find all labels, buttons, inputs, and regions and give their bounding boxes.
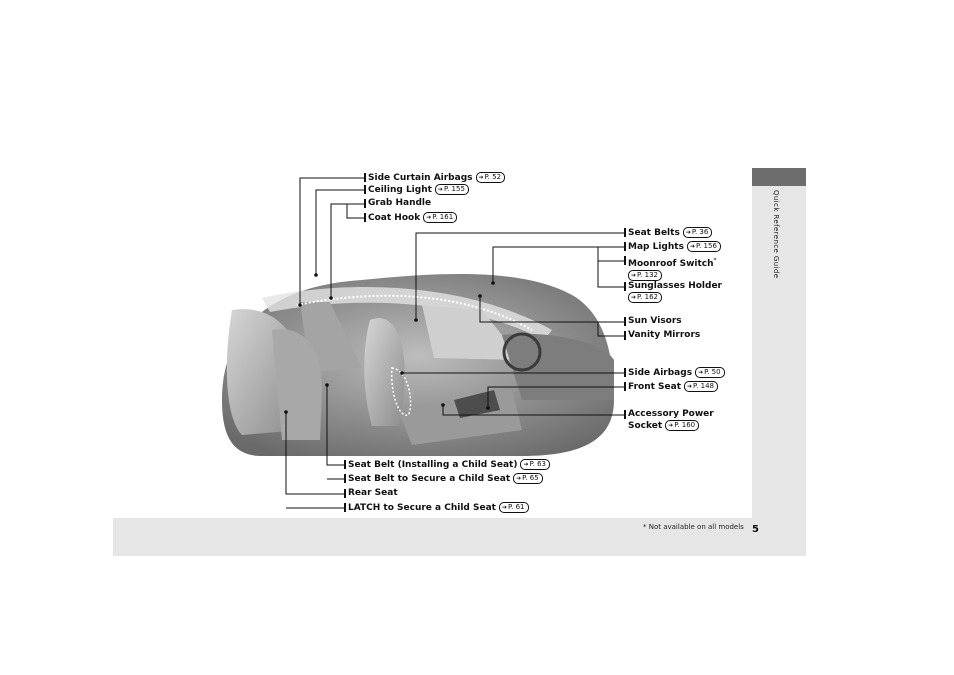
arrow-right-icon: ➔ [698,369,704,376]
arrow-right-icon: ➔ [685,229,691,236]
arrow-right-icon: ➔ [426,214,432,221]
page-ref-link[interactable]: ➔P. 52 [476,172,506,183]
callout-label: Side Airbags [628,368,693,378]
arrow-right-icon: ➔ [631,272,637,279]
callout-ceiling-light [364,184,469,196]
callout-accessory-power-socket [624,409,714,432]
callout-label: Seat Belt (Installing a Child Seat) [348,460,518,470]
arrow-right-icon: ➔ [516,475,522,482]
callout-label: Sunglasses Holder [628,281,722,291]
page-ref-link[interactable]: ➔P. 50 [695,367,725,378]
arrow-right-icon: ➔ [523,461,529,468]
callout-moonroof-switch [624,255,717,282]
page-ref-link[interactable]: ➔P. 162 [628,292,662,303]
page-number: 5 [752,524,759,535]
arrow-right-icon: ➔ [687,383,693,390]
callout-sunglasses-holder [624,281,722,304]
callout-label: Moonroof Switch [628,259,714,269]
callout-label: Map Lights [628,242,684,252]
callout-seat-belt-installing-child-seat [344,459,550,471]
callout-label: Rear Seat [348,488,398,498]
callout-coat-hook [364,212,457,224]
page-ref-link[interactable]: ➔P. 156 [687,241,721,252]
callout-side-curtain-airbags [364,172,505,184]
page-ref-link[interactable]: ➔P. 132 [628,270,662,281]
callout-label: Sun Visors [628,316,682,326]
page-ref-link[interactable]: ➔P. 65 [513,473,543,484]
section-title: Quick Reference Guide [772,190,780,279]
callout-map-lights [624,241,721,253]
callout-vanity-mirrors [624,330,700,341]
arrow-right-icon: ➔ [689,243,695,250]
arrow-right-icon: ➔ [668,422,674,429]
callout-label: Vanity Mirrors [628,330,701,340]
page-ref-link[interactable]: ➔P. 160 [665,420,699,431]
page-ref-link[interactable]: ➔P. 63 [520,459,550,470]
arrow-right-icon: ➔ [478,174,484,181]
callout-latch [344,502,529,514]
callout-label: Ceiling Light [368,185,432,195]
arrow-right-icon: ➔ [501,504,507,511]
callout-rear-seat [344,488,398,499]
callout-label: Grab Handle [368,198,432,208]
callout-label: Side Curtain Airbags [368,173,473,183]
page-ref-link[interactable]: ➔P. 36 [683,227,713,238]
footnote: * Not available on all models [643,523,744,531]
page-ref-link[interactable]: ➔P. 148 [684,381,718,392]
callout-label: Socket [628,421,663,431]
callout-label: Seat Belt to Secure a Child Seat [348,474,511,484]
page-ref-link[interactable]: ➔P. 61 [499,502,529,513]
callout-label: Accessory Power [628,409,714,419]
arrow-right-icon: ➔ [631,294,637,301]
arrow-right-icon: ➔ [437,186,443,193]
footnote-mark: * [713,257,717,264]
callout-label: LATCH to Secure a Child Seat [348,503,496,513]
callout-front-seat [624,381,718,393]
callout-label: Coat Hook [368,213,421,223]
callout-seat-belt-secure-child-seat [344,473,543,485]
callout-side-airbags [624,367,725,379]
page-ref-link[interactable]: ➔P. 155 [435,184,469,195]
page-ref-link[interactable]: ➔P. 161 [423,212,457,223]
callout-label: Front Seat [628,382,681,392]
callout-seat-belts [624,227,712,239]
callout-sun-visors [624,316,682,327]
callout-label: Seat Belts [628,228,680,238]
callout-grab-handle [364,198,431,209]
